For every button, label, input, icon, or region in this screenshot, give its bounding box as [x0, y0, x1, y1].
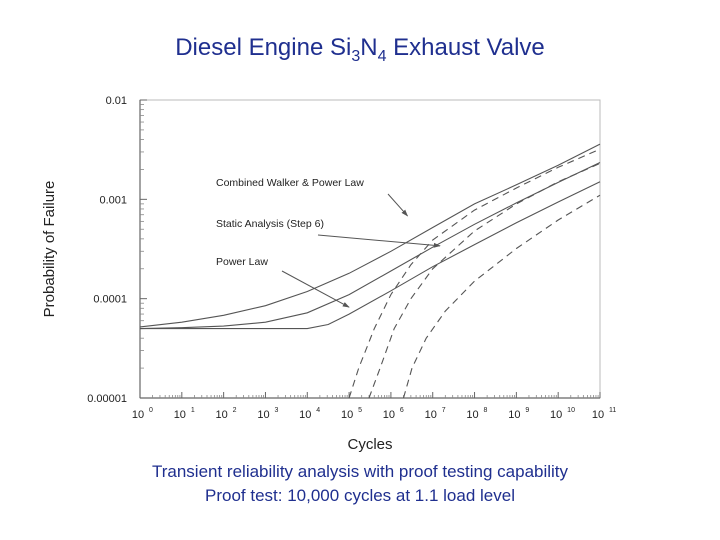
caption-line-2: Proof test: 10,000 cycles at 1.1 load level: [205, 486, 515, 505]
y-axis-label: Probability of Failure: [41, 180, 58, 318]
x-tick-label: 10: [215, 409, 228, 421]
annotation-arrow: [388, 194, 408, 216]
title-sub-4: 4: [377, 47, 387, 65]
x-tick-exponent: 5: [358, 407, 362, 414]
y-tick-label: 0.001: [99, 194, 127, 207]
x-tick-label: 10: [466, 409, 479, 421]
x-tick-exponent: 9: [525, 407, 530, 414]
title-main: Diesel Engine Si: [175, 34, 352, 61]
axis-ticks: [87, 95, 616, 421]
y-tick-label: 0.01: [105, 95, 127, 107]
x-tick-exponent: 1: [190, 407, 195, 414]
x-tick-label: 10: [257, 409, 270, 421]
x-tick-label: 10: [382, 409, 396, 421]
annotation-arrow: [318, 235, 440, 246]
x-tick-label: 10: [591, 409, 605, 421]
annotation-label: Static Analysis (Step 6): [216, 218, 324, 230]
x-tick-exponent: 6: [399, 407, 404, 414]
series-line-1: [140, 163, 600, 329]
annotation-arrow: [282, 271, 349, 307]
x-tick-label: 10: [131, 409, 145, 421]
annotation-label: Combined Walker & Power Law: [216, 177, 364, 189]
x-tick-exponent: 7: [441, 407, 446, 414]
x-tick-exponent: 8: [483, 407, 488, 414]
x-tick-exponent: 10: [567, 407, 575, 414]
y-tick-label: 0.0001: [93, 293, 127, 306]
x-tick-label: 10: [550, 409, 563, 421]
x-tick-exponent: 4: [316, 407, 321, 414]
y-tick-label: 0.00001: [87, 393, 127, 405]
title-mid: N: [360, 34, 378, 61]
plot-frame: [140, 100, 600, 398]
annotation-label: Power Law: [216, 256, 268, 268]
x-tick-label: 10: [508, 409, 521, 421]
x-tick-label: 10: [299, 409, 312, 421]
caption-line-1: Transient reliability analysis with proof testing capability: [151, 462, 569, 481]
x-tick-label: 10: [173, 409, 186, 421]
x-tick-exponent: 2: [232, 407, 237, 414]
series-layer: [140, 144, 600, 398]
x-tick-label: 10: [424, 409, 437, 421]
series-line-2: [140, 182, 600, 329]
x-tick-exponent: 3: [274, 407, 279, 414]
x-axis-label: Cycles: [347, 436, 393, 453]
x-tick-exponent: 0: [149, 407, 153, 414]
series-line-dashed-5: [404, 195, 601, 398]
x-tick-label: 10: [340, 409, 354, 421]
series-line-0: [140, 144, 600, 327]
title-sub-3: 3: [351, 47, 361, 65]
title-end: Exhaust Valve: [386, 34, 545, 61]
x-tick-exponent: 11: [609, 407, 617, 414]
